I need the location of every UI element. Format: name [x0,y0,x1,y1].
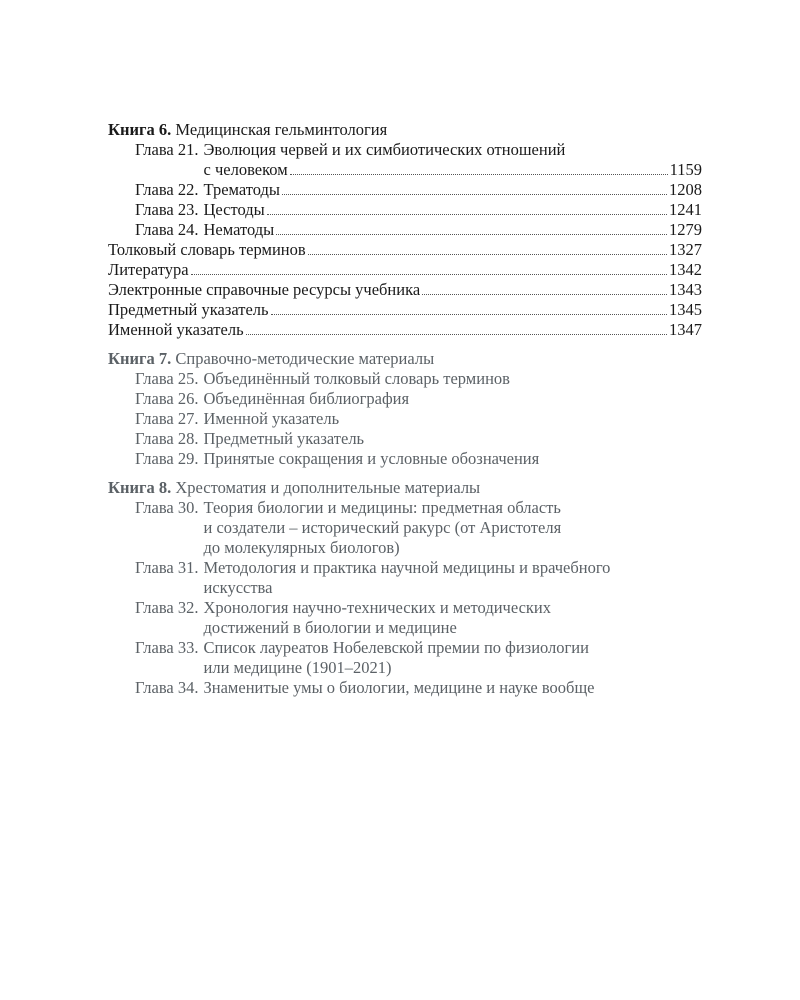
chapter-23-title: Цестоды [203,200,265,219]
chapter-25 [108,369,702,389]
table-of-contents [108,120,702,707]
toc-entry-title: Толковый словарь терминов [108,240,306,259]
toc-entry-subject-index [108,300,702,320]
dot-leader [422,293,667,295]
toc-entry-name-index [108,320,702,340]
chapter-title-line: или медицине (1901–2021) [203,658,392,677]
toc-entry-title: Литература [108,260,189,279]
toc-entry-page: 1347 [669,320,702,339]
chapter-21 [108,140,702,180]
book-8-section [108,478,702,698]
chapter-23-page: 1241 [669,200,702,219]
chapter-label: Глава 30. [135,498,199,517]
book-6-section [108,120,702,340]
chapter-22-label: Глава 22. [135,180,199,199]
chapter-label: Глава 27. [135,409,199,428]
dot-leader [282,193,667,195]
chapter-22-page: 1208 [669,180,702,199]
chapter-label: Глава 34. [135,678,199,697]
book-7-section [108,349,702,469]
book-6-label: Книга 6. [108,120,172,139]
toc-entry-page: 1345 [669,300,702,319]
chapter-title-line: достижений в биологии и медицине [203,618,457,637]
chapter-33 [108,638,702,678]
chapter-label: Глава 32. [135,598,199,617]
dot-leader [271,313,667,315]
chapter-24-label: Глава 24. [135,220,199,239]
toc-entry-page: 1342 [669,260,702,279]
chapter-title-line: Хронология научно-технических и методических [203,598,551,617]
chapter-label: Глава 33. [135,638,199,657]
book-8-label: Книга 8. [108,478,172,497]
chapter-23 [108,200,702,220]
book-8-heading [108,478,702,498]
book-7-label: Книга 7. [108,349,172,368]
chapter-23-label: Глава 23. [135,200,199,219]
chapter-label: Глава 31. [135,558,199,577]
dot-leader [276,233,667,235]
chapter-21-title-line-1: Эволюция червей и их симбиотических отношений [203,140,566,159]
book-6-title: Медицинская гельминтология [175,120,388,139]
toc-entry-title: Электронные справочные ресурсы учебника [108,280,421,299]
book-7-title: Справочно-методические материалы [175,349,435,368]
book-8-title: Хрестоматия и дополнительные материалы [175,478,481,497]
dot-leader [308,253,667,255]
chapter-31 [108,558,702,598]
dot-leader [246,333,667,335]
chapter-22-title: Трематоды [203,180,281,199]
chapter-21-title-line-2: с человеком [203,160,288,179]
dot-leader [191,273,667,275]
chapter-label: Глава 26. [135,389,199,408]
chapter-24 [108,220,702,240]
book-7-heading [108,349,702,369]
chapter-title-line: и создатели – исторический ракурс (от Аристотеля [203,518,562,537]
toc-entry-title: Именной указатель [108,320,244,339]
dot-leader [267,213,667,215]
chapter-title-line: искусства [203,578,273,597]
toc-entry-title: Предметный указатель [108,300,269,319]
toc-entry-page: 1327 [669,240,702,259]
book-6-heading [108,120,702,140]
chapter-24-page: 1279 [669,220,702,239]
chapter-label: Глава 29. [135,449,199,468]
chapter-label: Глава 28. [135,429,199,448]
toc-entry-electronic-resources [108,280,702,300]
chapter-title: Именной указатель [203,409,340,428]
dot-leader [290,173,668,175]
toc-entry-page: 1343 [669,280,702,299]
chapter-32 [108,598,702,638]
chapter-title-line: Список лауреатов Нобелевской премии по физиологии [203,638,589,657]
toc-entry-glossary [108,240,702,260]
chapter-label: Глава 25. [135,369,199,388]
chapter-21-label: Глава 21. [135,140,199,159]
chapter-title-line: Знаменитые умы о биологии, медицине и науке вообще [203,678,595,697]
chapter-30 [108,498,702,558]
chapter-title-line: Теория биологии и медицины: предметная область [203,498,561,517]
chapter-28 [108,429,702,449]
chapter-title-line: Методология и практика научной медицины и врачебного [203,558,611,577]
chapter-title: Объединённый толковый словарь терминов [203,369,510,388]
chapter-29 [108,449,702,469]
chapter-34 [108,678,702,698]
chapter-21-page: 1159 [669,160,702,179]
toc-entry-literature [108,260,702,280]
chapter-title: Объединённая библиография [203,389,410,408]
chapter-title: Принятые сокращения и условные обозначения [203,449,540,468]
chapter-24-title: Нематоды [203,220,275,239]
chapter-27 [108,409,702,429]
chapter-title: Предметный указатель [203,429,365,448]
chapter-22 [108,180,702,200]
chapter-title-line: до молекулярных биологов) [203,538,400,557]
chapter-26 [108,389,702,409]
